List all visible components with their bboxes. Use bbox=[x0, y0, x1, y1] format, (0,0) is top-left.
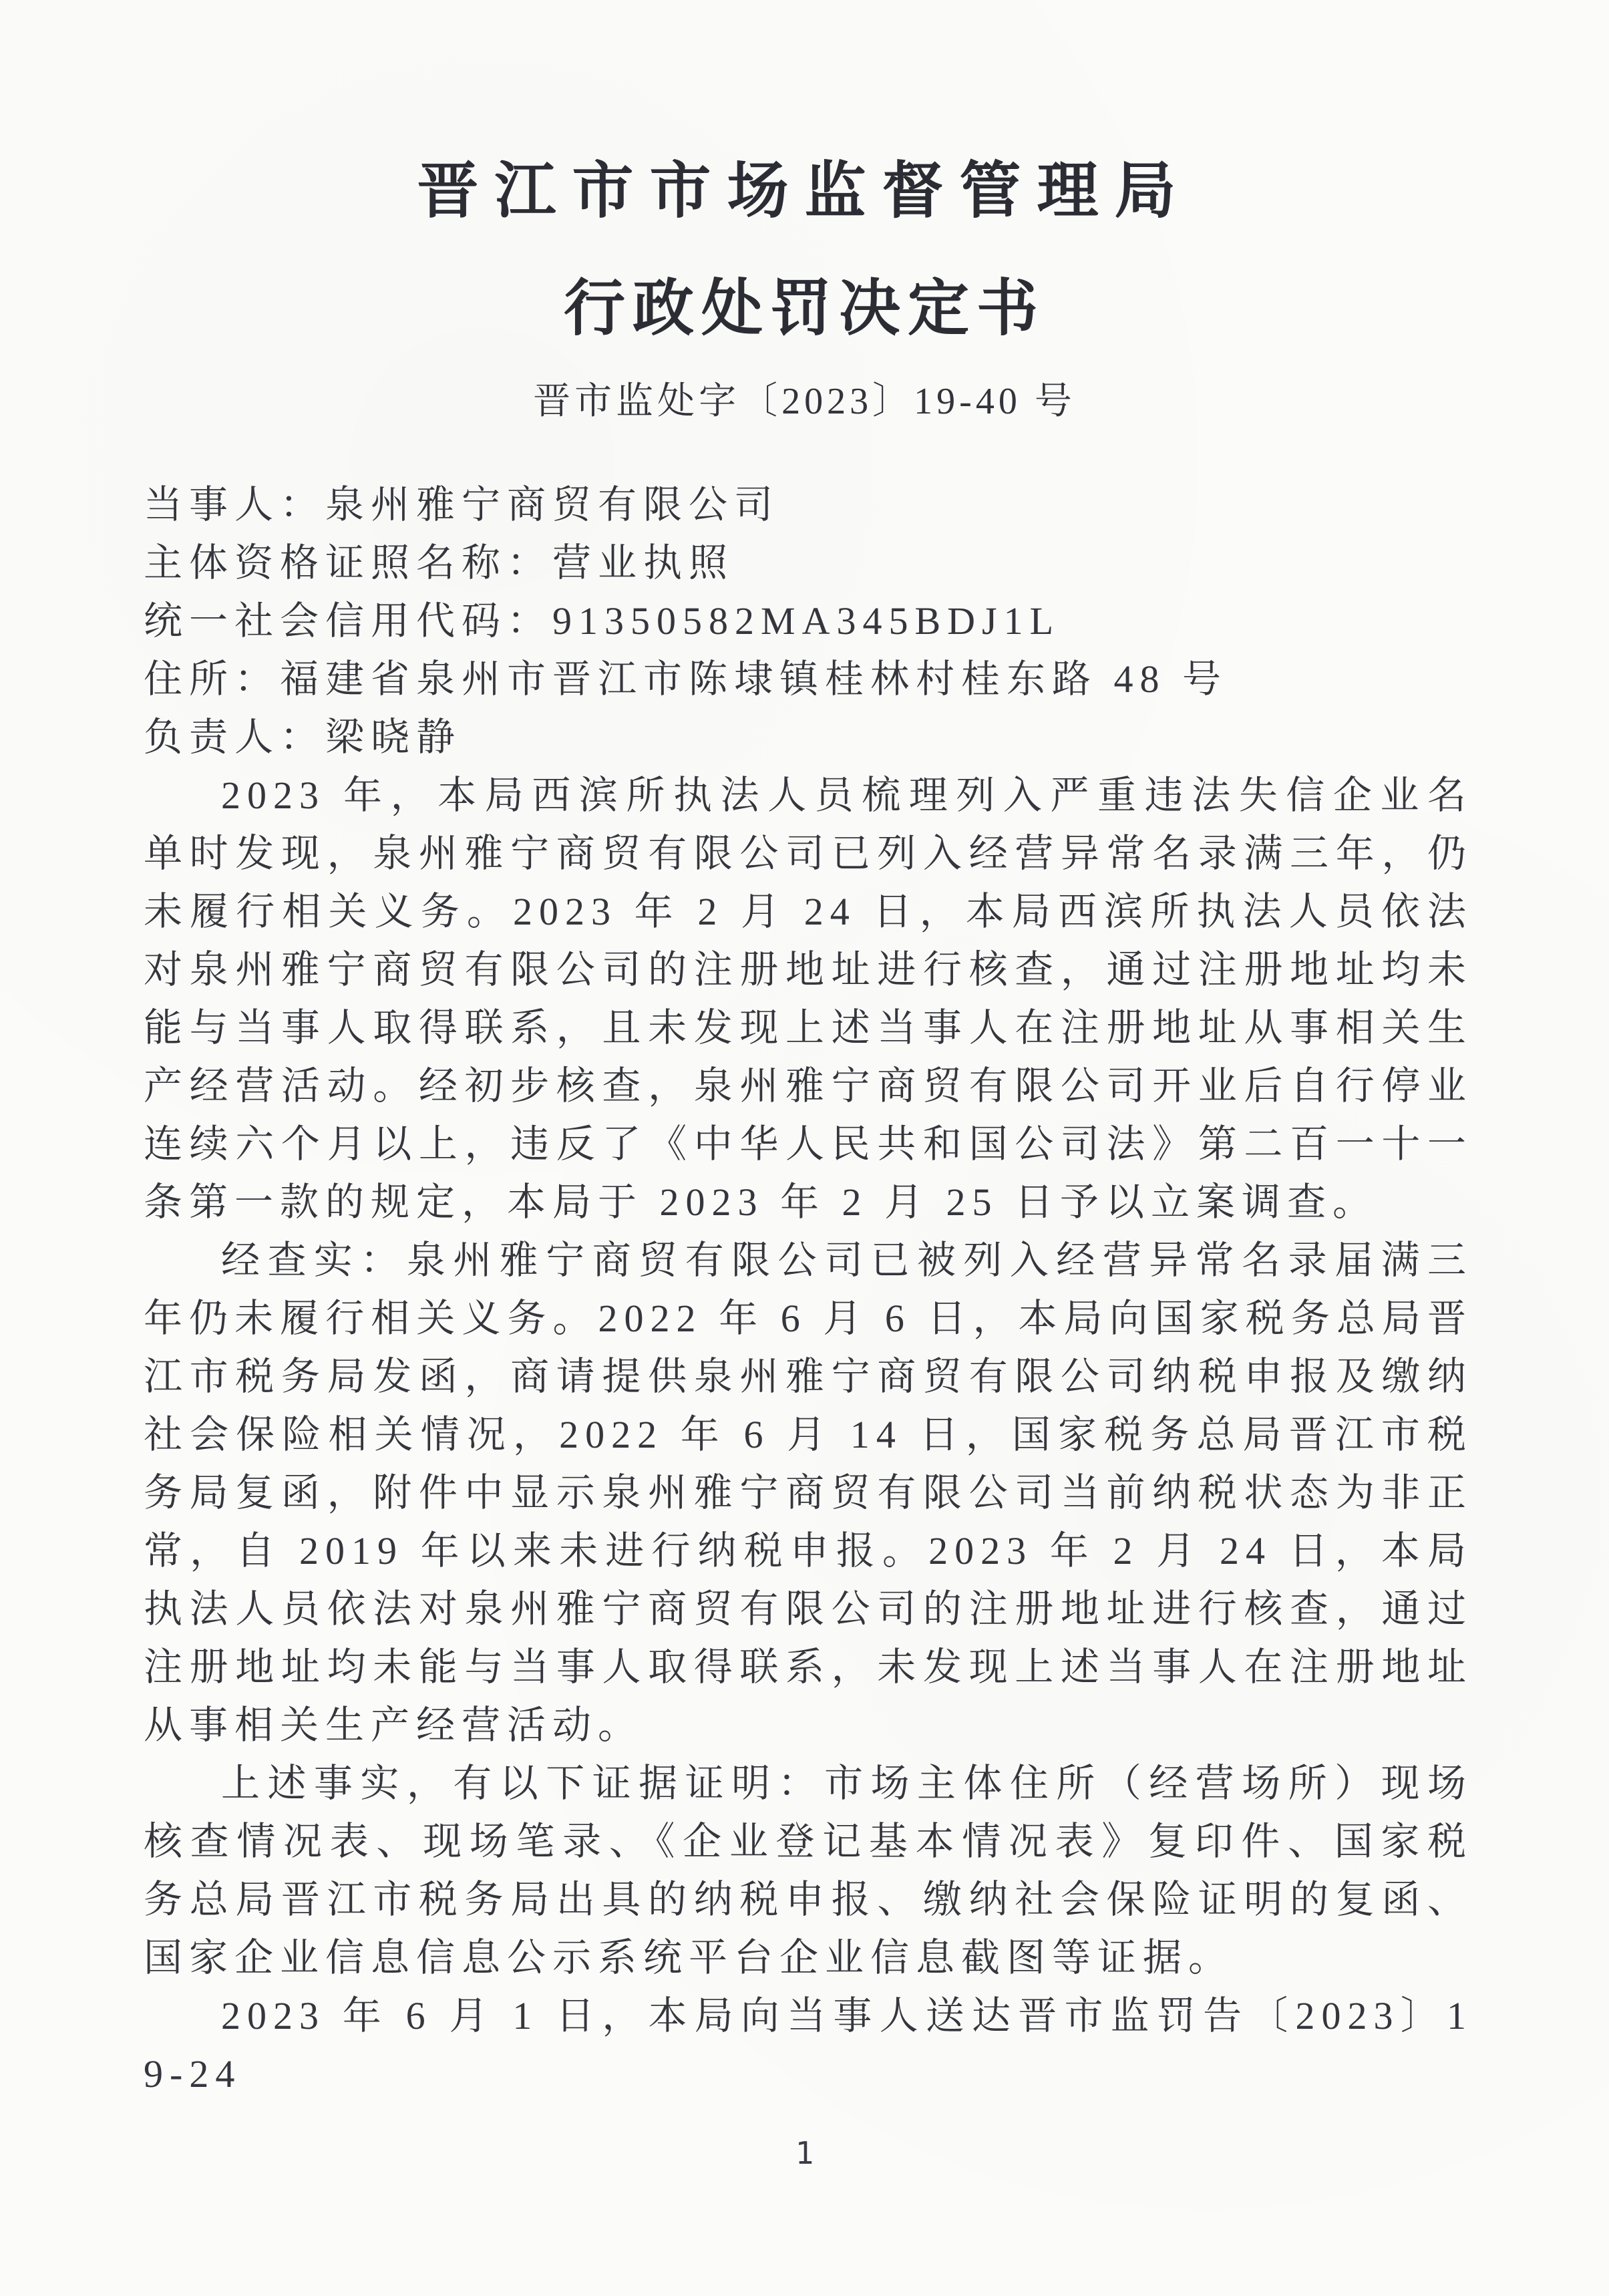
paragraph-evidence-list: 上述事实，有以下证据证明：市场主体住所（经营场所）现场核查情况表、现场笔录、《企业登记基本情况表》复印件、国家税务总局晋江市税务局出具的纳税申报、缴纳社会保险证明的复函、国家企业信息信息公示系统平台企业信息截图等证据。 bbox=[144, 1762, 1473, 1979]
license-name-line: 主体资格证照名称：营业执照 bbox=[144, 541, 735, 585]
address-line: 住所：福建省泉州市晋江市陈埭镇桂林村桂东路 48 号 bbox=[144, 657, 1228, 701]
page-number: 1 bbox=[795, 2135, 814, 2171]
paragraph-notice-delivery: 2023 年 6 月 1 日，本局向当事人送达晋市监罚告〔2023〕19-24 bbox=[144, 1994, 1473, 2096]
credit-code-line: 统一社会信用代码：91350582MA345BDJ1L bbox=[144, 599, 1061, 643]
document-header bbox=[0, 142, 1609, 347]
legal-representative-line: 负责人：梁晓静 bbox=[144, 715, 462, 759]
party-line: 当事人：泉州雅宁商贸有限公司 bbox=[144, 483, 780, 526]
document-reference-number: 晋市监处字〔2023〕19-40 号 bbox=[533, 381, 1076, 422]
document-type-title: 行政处罚决定书 bbox=[563, 275, 1045, 343]
paragraph-case-discovery: 2023 年，本局西滨所执法人员梳理列入严重违法失信企业名单时发现，泉州雅宁商贸有限公司已列入经营异常名录满三年，仍未履行相关义务。2023 年 2 月 24 日，本局西滨所执法人员依法对泉州雅宁商贸有限公司的注册地址进行核查，通过注册地址均未能与当事人取得联系，且未发现上述当事人在注册地址从事相关生产经营活动。经初步核查，泉州雅宁商贸有限公司开业后自行停业连续六个月以上，违反了《中华人民共和国公司法》第二百一十一条第一款的规定，本局于 2023 年 2 月 25 日予以立案调查。 bbox=[144, 774, 1473, 1224]
paragraph-investigation-findings: 经查实：泉州雅宁商贸有限公司已被列入经营异常名录届满三年仍未履行相关义务。2022 年 6 月 6 日，本局向国家税务总局晋江市税务局发函，商请提供泉州雅宁商贸有限公司纳税申报及缴纳社会保险相关情况，2022 年 6 月 14 日，国家税务总局晋江市税务局复函，附件中显示泉州雅宁商贸有限公司当前纳税状态为非正常，自 2019 年以来未进行纳税申报。2023 年 2 月 24 日，本局执法人员依法对泉州雅宁商贸有限公司的注册地址进行核查，通过注册地址均未能与当事人取得联系，未发现上述当事人在注册地址从事相关生产经营活动。 bbox=[144, 1239, 1473, 1747]
document-body bbox=[144, 476, 1473, 2103]
issuing-agency-title: 晋江市市场监督管理局 bbox=[417, 157, 1192, 225]
